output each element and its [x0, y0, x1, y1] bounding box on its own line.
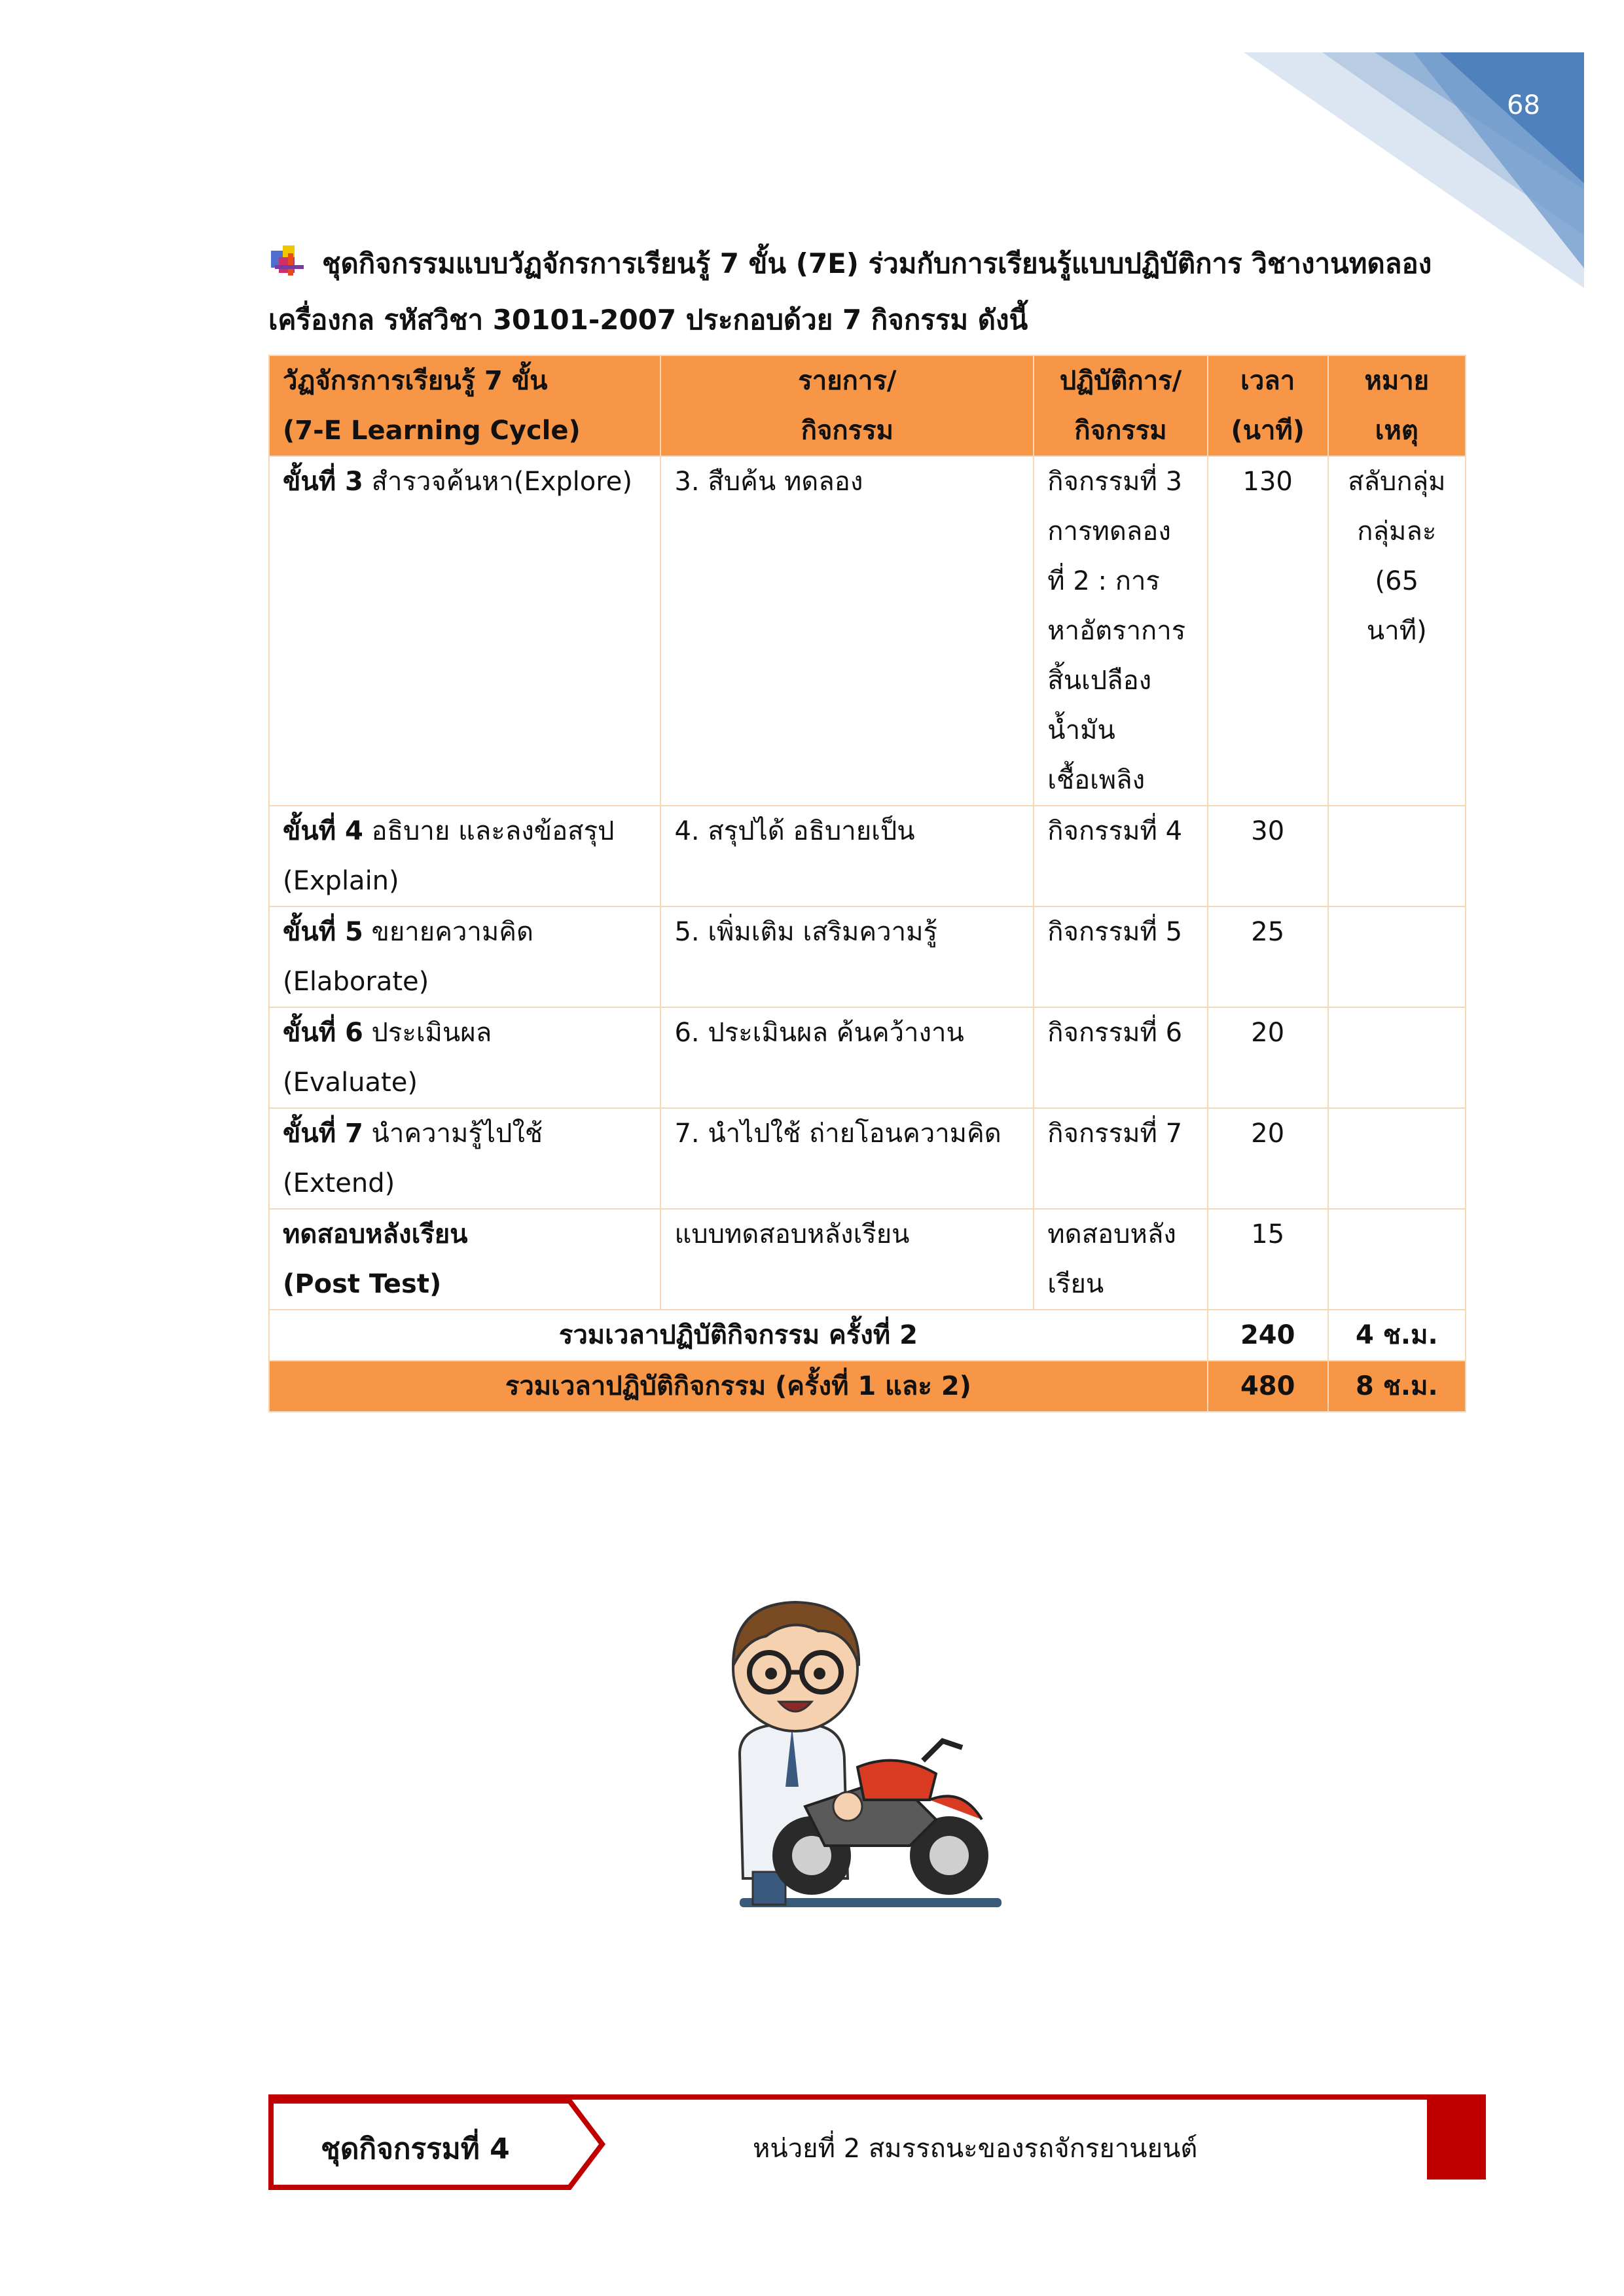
- grand-total-label: รวมเวลาปฏิบัติกิจกรรม (ครั้งที่ 1 และ 2): [269, 1361, 1208, 1412]
- practice-cell: กิจกรรมที่ 5: [1034, 906, 1208, 1007]
- minutes-cell: 15: [1208, 1209, 1328, 1310]
- footer-activity-label: ชุดกิจกรรมที่ 4: [321, 2132, 510, 2166]
- table-row: [269, 906, 1466, 1007]
- minutes-cell: 130: [1208, 456, 1328, 806]
- stage-cell: ขั้นที่ 4 อธิบาย และลงข้อสรุป (Explain): [269, 806, 660, 906]
- note-cell: [1328, 1209, 1466, 1310]
- minutes-cell: 20: [1208, 1007, 1328, 1108]
- table-row: [269, 1007, 1466, 1108]
- table-header-row: [269, 355, 1466, 456]
- table-total-row: [269, 1310, 1466, 1361]
- practice-cell: กิจกรรมที่ 7: [1034, 1108, 1208, 1209]
- note-cell: [1328, 806, 1466, 906]
- activity-cell: 5. เพิ่มเติม เสริมความรู้: [660, 906, 1034, 1007]
- footer-unit-label: หน่วยที่ 2 สมรรถนะของรถจักรยานยนต์: [753, 2134, 1198, 2164]
- page-number: 68: [1507, 90, 1540, 120]
- minutes-cell: 30: [1208, 806, 1328, 906]
- table-row: [269, 1108, 1466, 1209]
- total-label: รวมเวลาปฏิบัติกิจกรรม ครั้งที่ 2: [269, 1310, 1208, 1361]
- grand-total-minutes: 480: [1208, 1361, 1328, 1412]
- table-row-posttest: [269, 1209, 1466, 1310]
- header-stage: วัฏจักรการเรียนรู้ 7 ขั้น (7-E Learning Cycle): [269, 355, 660, 456]
- practice-cell: กิจกรรมที่ 3 การทดลอง ที่ 2 : การ หาอัตราการ สิ้นเปลือง น้ำมัน เชื้อเพลิง: [1034, 456, 1208, 806]
- minutes-cell: 25: [1208, 906, 1328, 1007]
- activity-cell: 3. สืบค้น ทดลอง: [660, 456, 1034, 806]
- stage-cell: ขั้นที่ 7 นำความรู้ไปใช้ (Extend): [269, 1108, 660, 1209]
- grand-total-hours: 8 ช.ม.: [1328, 1361, 1466, 1412]
- minutes-cell: 20: [1208, 1108, 1328, 1209]
- total-hours: 4 ช.ม.: [1328, 1310, 1466, 1361]
- note-cell: สลับกลุ่ม กลุ่มละ (65 นาที): [1328, 456, 1466, 806]
- practice-cell: กิจกรรมที่ 4: [1034, 806, 1208, 906]
- note-cell: [1328, 1007, 1466, 1108]
- activity-cell: 7. นำไปใช้ ถ่ายโอนความคิด: [660, 1108, 1034, 1209]
- note-cell: [1328, 1108, 1466, 1209]
- mascot-illustration: [713, 1590, 1008, 1918]
- note-cell: [1328, 906, 1466, 1007]
- activity-cell: 4. สรุปได้ อธิบายเป็น: [660, 806, 1034, 906]
- header-practice: ปฏิบัติการ/ กิจกรรม: [1034, 355, 1208, 456]
- stage-cell: ขั้นที่ 3 สำรวจค้นหา(Explore): [269, 456, 660, 806]
- intro-paragraph: [268, 236, 1466, 348]
- bullet-square-icon: [268, 242, 308, 278]
- footer-red-block: [1427, 2094, 1486, 2179]
- table-row: [269, 456, 1466, 806]
- table-grand-total-row: [269, 1361, 1466, 1412]
- intro-line-2: เครื่องกล รหัสวิชา 30101-2007 ประกอบด้วย 7 กิจกรรม ดังนี้: [268, 304, 1028, 336]
- header-activity: รายการ/ กิจกรรม: [660, 355, 1034, 456]
- header-minutes: เวลา (นาที): [1208, 355, 1328, 456]
- stage-cell: ทดสอบหลังเรียน (Post Test): [269, 1209, 660, 1310]
- page-footer: [268, 2094, 1486, 2193]
- total-minutes: 240: [1208, 1310, 1328, 1361]
- activity-cell: 6. ประเมินผล ค้นคว้างาน: [660, 1007, 1034, 1108]
- table-row: [269, 806, 1466, 906]
- practice-cell: กิจกรรมที่ 6: [1034, 1007, 1208, 1108]
- intro-line-1: ชุดกิจกรรมแบบวัฏจักรการเรียนรู้ 7 ขั้น (7E) ร่วมกับการเรียนรู้แบบปฏิบัติการ วิชางานทดลอง: [322, 247, 1432, 279]
- stage-cell: ขั้นที่ 6 ประเมินผล (Evaluate): [269, 1007, 660, 1108]
- activity-cell: แบบทดสอบหลังเรียน: [660, 1209, 1034, 1310]
- practice-cell: ทดสอบหลัง เรียน: [1034, 1209, 1208, 1310]
- activity-table: [268, 355, 1466, 1412]
- header-note: หมาย เหตุ: [1328, 355, 1466, 456]
- stage-cell: ขั้นที่ 5 ขยายความคิด (Elaborate): [269, 906, 660, 1007]
